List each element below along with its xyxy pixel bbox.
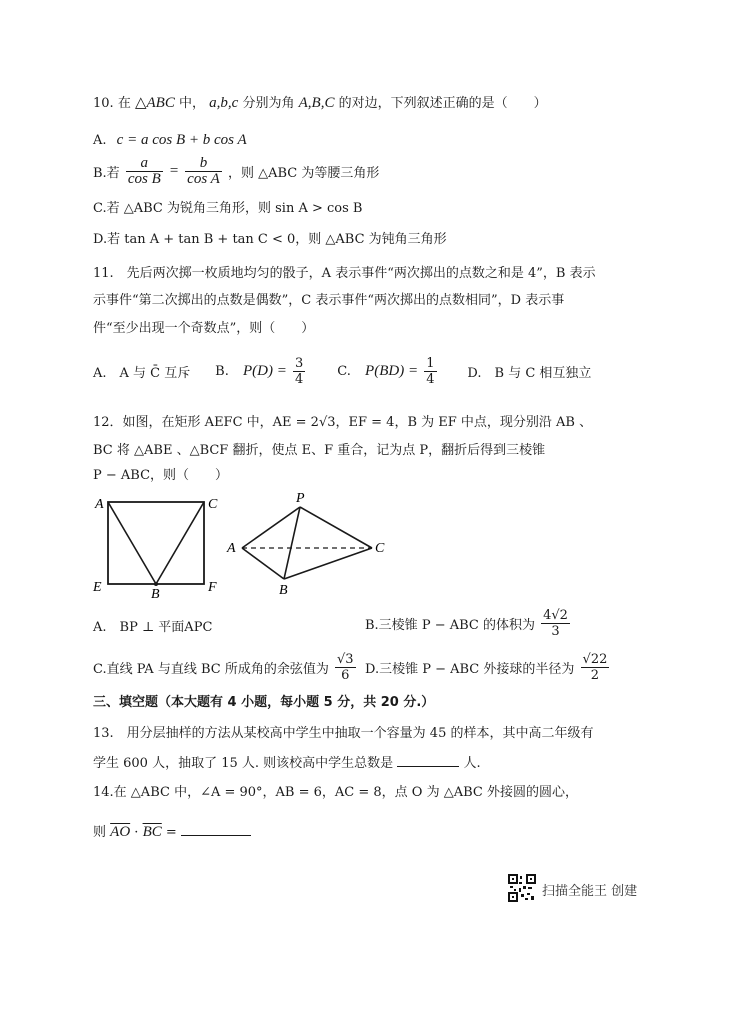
section-3-title: 三、填空题（本大题有 4 小题，每小题 5 分，共 20 分.） [93,695,435,710]
label-c: C [208,497,218,512]
q10-option-a: A. c = a cos B + b cos A [93,132,247,148]
label-c2: C [375,541,385,556]
q11-options [93,356,591,387]
label-a2: A [227,541,236,556]
edge-bc [284,548,372,579]
q10-number: 10. [93,96,114,111]
q10-option-c: C.若 △ABC 为锐角三角形，则 sin A > cos B [93,201,363,216]
segment-bc [156,502,204,584]
q11-line-3: 件“至少出现一个奇数点”，则（ ） [93,321,315,336]
q13-line-2: 学生 600 人，抽取了 15 人. 则该校高中学生总数是 人. [93,756,481,771]
edge-pc [300,507,372,548]
q10-b-fraction-2: $\frac{b}{\text{cos A}}$ [187,155,220,187]
rectangle-aefc [108,502,204,584]
q11-option-b: B. P(D) = $\frac{3}{4}$ [215,356,304,387]
q13-answer-blank[interactable] [397,754,459,767]
q10-option-b: B.若 $\frac{a}{\text{cos B}}$ = $\frac{b}{\text{cos A}}$ ，则 △ABC 为等腰三角形 [93,155,380,187]
q11-line-2: 示事件“第二次掷出的点数是偶数”，C 表示事件“两次掷出的点数相同”，D 表示事 [93,293,565,308]
q11-line-1: 11. 先后两次掷一枚质地均匀的骰子，A 表示事件“两次掷出的点数之和是 4”，B 表示 [93,266,596,281]
q10-b-fraction-1: $\frac{a}{\text{cos B}}$ [127,155,161,187]
q11-option-d: D. B 与 C 相互独立 [467,366,592,381]
q12-option-a: A. BP ⊥ 平面APC [93,620,213,635]
label-p: P [296,491,305,506]
q12-line-2: BC 将 △ABE 、△BCF 翻折，使点 E、F 重合，记为点 P，翻折后得到三棱锥 [93,443,546,458]
q13-line-1: 13. 用分层抽样的方法从某校高中学生中抽取一个容量为 45 的样本，其中高二年级有 [93,726,594,741]
q11-option-c: C. P(BD) = $\frac{1}{4}$ [337,356,435,387]
q14-answer-blank[interactable] [181,823,251,836]
label-b: B [151,587,160,600]
q12-line-1: 12．如图，在矩形 AEFC 中，AE = 2√3，EF = 4，B 为 EF 中点，现分别沿 AB 、 [93,415,593,430]
edge-pb [284,507,300,579]
q10-option-d: D.若 tan A + tan B + tan C < 0，则 △ABC 为钝角三角形 [93,232,447,247]
q14-line-1: 14.在 △ABC 中，∠A = 90°，AB = 6，AC = 8，点 O 为 △ABC 外接圆的圆心， [93,785,578,800]
watermark-text: 扫描全能王 创建 [542,884,638,899]
q14-line-2: 则 $\overline{AO} \cdot \overline{BC}$ = [93,823,251,842]
label-e: E [93,580,102,595]
q10-stem: 10. 在 △ABC 中， a,b,c 分别为角 A,B,C 的对边，下列叙述正确的是（ ） [93,95,547,111]
vector-ao: $\overline{AO}$ [110,824,131,840]
label-f: F [208,580,217,595]
point-b [154,582,158,586]
q11-option-a: A. A 与 C̄ 互斥 [93,366,191,381]
edge-pa [242,507,300,548]
vector-bc: $\overline{BC}$ [142,824,162,840]
pyramid-figure [224,488,394,600]
label-a: A [95,497,104,512]
qr-code-icon [508,874,536,902]
q12-option-c: C.直线 PA 与直线 BC 所成角的余弦值为 $\frac{√3}{6}$ [93,652,354,683]
rectangle-figure [90,490,230,600]
q12-option-d: D.三棱锥 P − ABC 外接球的半径为 $\frac{√22}{2}$ [365,652,608,683]
edge-ab [242,548,284,579]
label-b2: B [279,583,288,598]
q12-option-b: B.三棱锥 P − ABC 的体积为 $\frac{4√2}{3}$ [365,608,568,639]
q12-line-3: P − ABC，则（ ） [93,468,229,483]
segment-ab [108,502,156,584]
